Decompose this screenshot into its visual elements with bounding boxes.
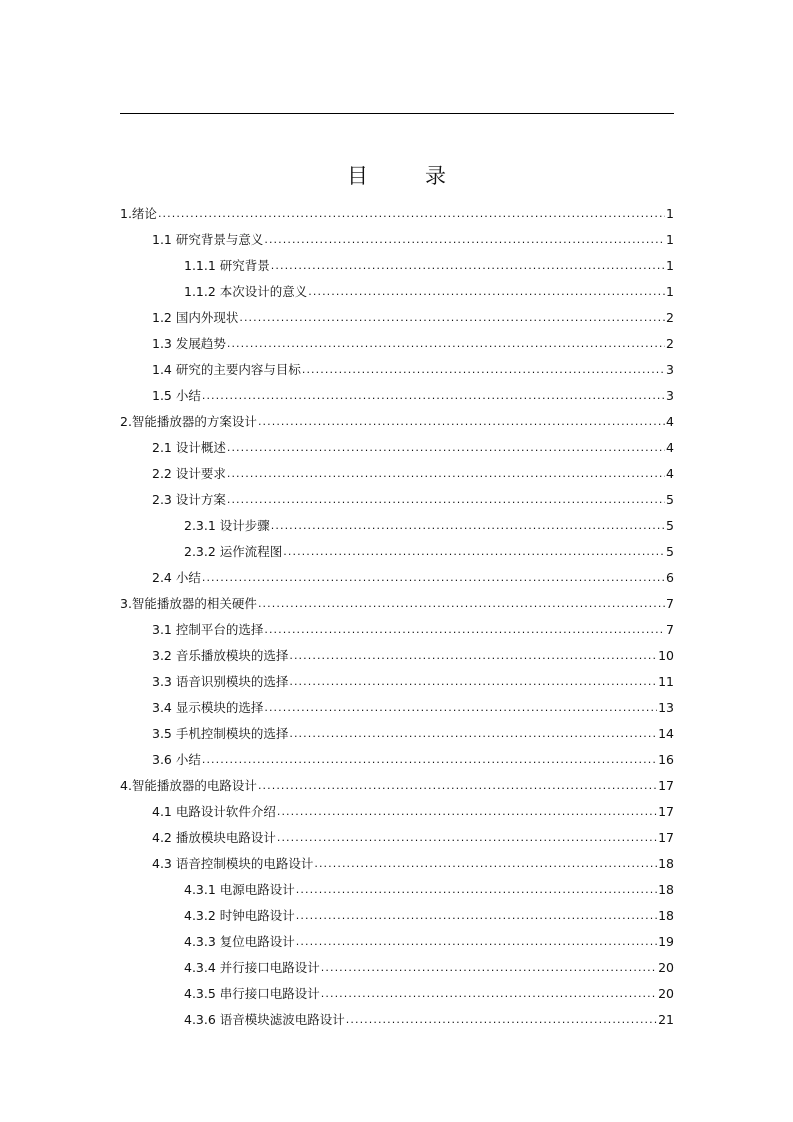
toc-entry-text: 1.4 研究的主要内容与目标 xyxy=(152,362,301,377)
toc-entry-page: 14 xyxy=(658,726,674,741)
toc-dot-leader xyxy=(296,931,657,953)
toc-entry-page: 21 xyxy=(658,1012,674,1027)
toc-dot-leader xyxy=(258,411,665,433)
toc-dot-leader xyxy=(314,853,657,875)
toc-entry[interactable] xyxy=(120,693,674,719)
toc-entry[interactable] xyxy=(120,407,674,433)
toc-entry-text: 4.3.1 电源电路设计 xyxy=(184,882,295,897)
toc-entry-text: 3.6 小结 xyxy=(152,752,201,767)
toc-entry-text: 4.3.4 并行接口电路设计 xyxy=(184,960,320,975)
toc-entry-page: 4 xyxy=(666,466,674,481)
toc-entry-text: 1.1.1 研究背景 xyxy=(184,258,270,273)
toc-entry[interactable] xyxy=(120,537,674,563)
toc-entry-text: 4.3.2 时钟电路设计 xyxy=(184,908,295,923)
toc-entry[interactable] xyxy=(120,485,674,511)
toc-entry[interactable] xyxy=(120,719,674,745)
toc-entry-text: 2.3.1 设计步骤 xyxy=(184,518,270,533)
toc-entry-page: 3 xyxy=(666,362,674,377)
toc-entry-page: 19 xyxy=(658,934,674,949)
toc-entry-text: 3.1 控制平台的选择 xyxy=(152,622,264,637)
toc-entry[interactable] xyxy=(120,849,674,875)
toc-entry-page: 5 xyxy=(666,544,674,559)
toc-dot-leader xyxy=(202,749,657,771)
toc-entry[interactable] xyxy=(120,563,674,589)
toc-dot-leader xyxy=(227,463,665,485)
toc-entry-page: 7 xyxy=(666,596,674,611)
toc-entry-text: 2.3.2 运作流程图 xyxy=(184,544,283,559)
toc-entry-text: 4.2 播放模块电路设计 xyxy=(152,830,276,845)
toc-dot-leader xyxy=(277,827,657,849)
toc-entry-text: 4.智能播放器的电路设计 xyxy=(120,778,257,793)
toc-entry-text: 3.5 手机控制模块的选择 xyxy=(152,726,289,741)
page-title: 目 录 xyxy=(347,164,464,188)
toc-dot-leader xyxy=(202,385,665,407)
toc-entry-text: 4.3.6 语音模块滤波电路设计 xyxy=(184,1012,345,1027)
toc-entry[interactable] xyxy=(120,381,674,407)
toc-entry-page: 1 xyxy=(666,258,674,273)
toc-entry-text: 1.5 小结 xyxy=(152,388,201,403)
toc-entry-text: 1.绪论 xyxy=(120,206,157,221)
toc-entry-page: 2 xyxy=(666,336,674,351)
toc-entry-page: 4 xyxy=(666,440,674,455)
toc-entry-page: 11 xyxy=(658,674,674,689)
toc-entry-text: 1.1 研究背景与意义 xyxy=(152,232,264,247)
toc-dot-leader xyxy=(296,905,657,927)
toc-entry-text: 2.4 小结 xyxy=(152,570,201,585)
toc-entry[interactable] xyxy=(120,433,674,459)
toc-entry[interactable] xyxy=(120,771,674,797)
toc-dot-leader xyxy=(321,983,657,1005)
toc-entry-page: 16 xyxy=(658,752,674,767)
toc-entry-page: 10 xyxy=(658,648,674,663)
toc-entry-text: 2.智能播放器的方案设计 xyxy=(120,414,257,429)
toc-entry[interactable] xyxy=(120,303,674,329)
toc-dot-leader xyxy=(277,801,657,823)
toc-entry-page: 13 xyxy=(658,700,674,715)
toc-entry[interactable] xyxy=(120,277,674,303)
toc-entry-page: 3 xyxy=(666,388,674,403)
toc-entry[interactable] xyxy=(120,745,674,771)
toc-entry-page: 18 xyxy=(658,882,674,897)
toc-entry[interactable] xyxy=(120,667,674,693)
toc-entry-page: 4 xyxy=(666,414,674,429)
toc-dot-leader xyxy=(227,437,665,459)
toc-entry-text: 3.4 显示模块的选择 xyxy=(152,700,264,715)
toc-entry[interactable] xyxy=(120,355,674,381)
toc-dot-leader xyxy=(283,541,665,563)
toc-entry-page: 5 xyxy=(666,492,674,507)
toc-entry-page: 2 xyxy=(666,310,674,325)
toc-entry[interactable] xyxy=(120,511,674,537)
toc-dot-leader xyxy=(258,775,657,797)
toc-dot-leader xyxy=(158,203,665,225)
toc-entry[interactable] xyxy=(120,251,674,277)
toc-entry[interactable] xyxy=(120,225,674,251)
toc-entry[interactable] xyxy=(120,1005,674,1031)
toc-entry-text: 2.2 设计要求 xyxy=(152,466,226,481)
toc-entry[interactable] xyxy=(120,459,674,485)
toc-entry-page: 1 xyxy=(666,206,674,221)
toc-entry-text: 4.3.3 复位电路设计 xyxy=(184,934,295,949)
toc-entry-text: 2.1 设计概述 xyxy=(152,440,226,455)
toc-entry-page: 20 xyxy=(658,986,674,1001)
header-rule xyxy=(120,113,674,114)
toc-dot-leader xyxy=(202,567,665,589)
toc-entry-page: 6 xyxy=(666,570,674,585)
toc-dot-leader xyxy=(271,515,665,537)
toc-entry-text: 4.3 语音控制模块的电路设计 xyxy=(152,856,314,871)
toc-dot-leader xyxy=(264,229,665,251)
toc-entry[interactable] xyxy=(120,875,674,901)
toc-dot-leader xyxy=(289,723,657,745)
toc-entry-page: 17 xyxy=(658,778,674,793)
toc-dot-leader xyxy=(258,593,665,615)
table-of-contents xyxy=(120,199,674,1031)
toc-entry[interactable] xyxy=(120,199,674,225)
toc-entry[interactable] xyxy=(120,953,674,979)
toc-dot-leader xyxy=(227,489,665,511)
toc-entry-page: 18 xyxy=(658,908,674,923)
toc-entry[interactable] xyxy=(120,979,674,1005)
toc-entry-page: 1 xyxy=(666,284,674,299)
toc-entry[interactable] xyxy=(120,615,674,641)
toc-entry-text: 3.3 语音识别模块的选择 xyxy=(152,674,289,689)
toc-dot-leader xyxy=(296,879,657,901)
toc-entry-text: 2.3 设计方案 xyxy=(152,492,226,507)
toc-entry-page: 17 xyxy=(658,804,674,819)
toc-entry-page: 5 xyxy=(666,518,674,533)
toc-entry[interactable] xyxy=(120,329,674,355)
toc-dot-leader xyxy=(239,307,665,329)
toc-dot-leader xyxy=(264,619,665,641)
toc-entry-text: 1.3 发展趋势 xyxy=(152,336,226,351)
toc-entry[interactable] xyxy=(120,797,674,823)
toc-dot-leader xyxy=(289,645,657,667)
toc-entry-page: 1 xyxy=(666,232,674,247)
toc-entry-page: 17 xyxy=(658,830,674,845)
toc-entry[interactable] xyxy=(120,901,674,927)
toc-entry[interactable] xyxy=(120,641,674,667)
toc-entry[interactable] xyxy=(120,927,674,953)
toc-entry-page: 7 xyxy=(666,622,674,637)
toc-entry-text: 4.3.5 串行接口电路设计 xyxy=(184,986,320,1001)
toc-dot-leader xyxy=(308,281,665,303)
toc-entry-text: 4.1 电路设计软件介绍 xyxy=(152,804,276,819)
toc-dot-leader xyxy=(302,359,665,381)
toc-entry[interactable] xyxy=(120,823,674,849)
toc-dot-leader xyxy=(346,1009,657,1031)
toc-entry-text: 3.2 音乐播放模块的选择 xyxy=(152,648,289,663)
toc-entry-text: 1.2 国内外现状 xyxy=(152,310,239,325)
toc-entry[interactable] xyxy=(120,589,674,615)
toc-dot-leader xyxy=(227,333,665,355)
toc-dot-leader xyxy=(264,697,657,719)
toc-entry-text: 1.1.2 本次设计的意义 xyxy=(184,284,308,299)
toc-dot-leader xyxy=(321,957,657,979)
toc-dot-leader xyxy=(289,671,657,693)
toc-entry-page: 18 xyxy=(658,856,674,871)
toc-dot-leader xyxy=(271,255,665,277)
toc-entry-text: 3.智能播放器的相关硬件 xyxy=(120,596,257,611)
toc-entry-page: 20 xyxy=(658,960,674,975)
